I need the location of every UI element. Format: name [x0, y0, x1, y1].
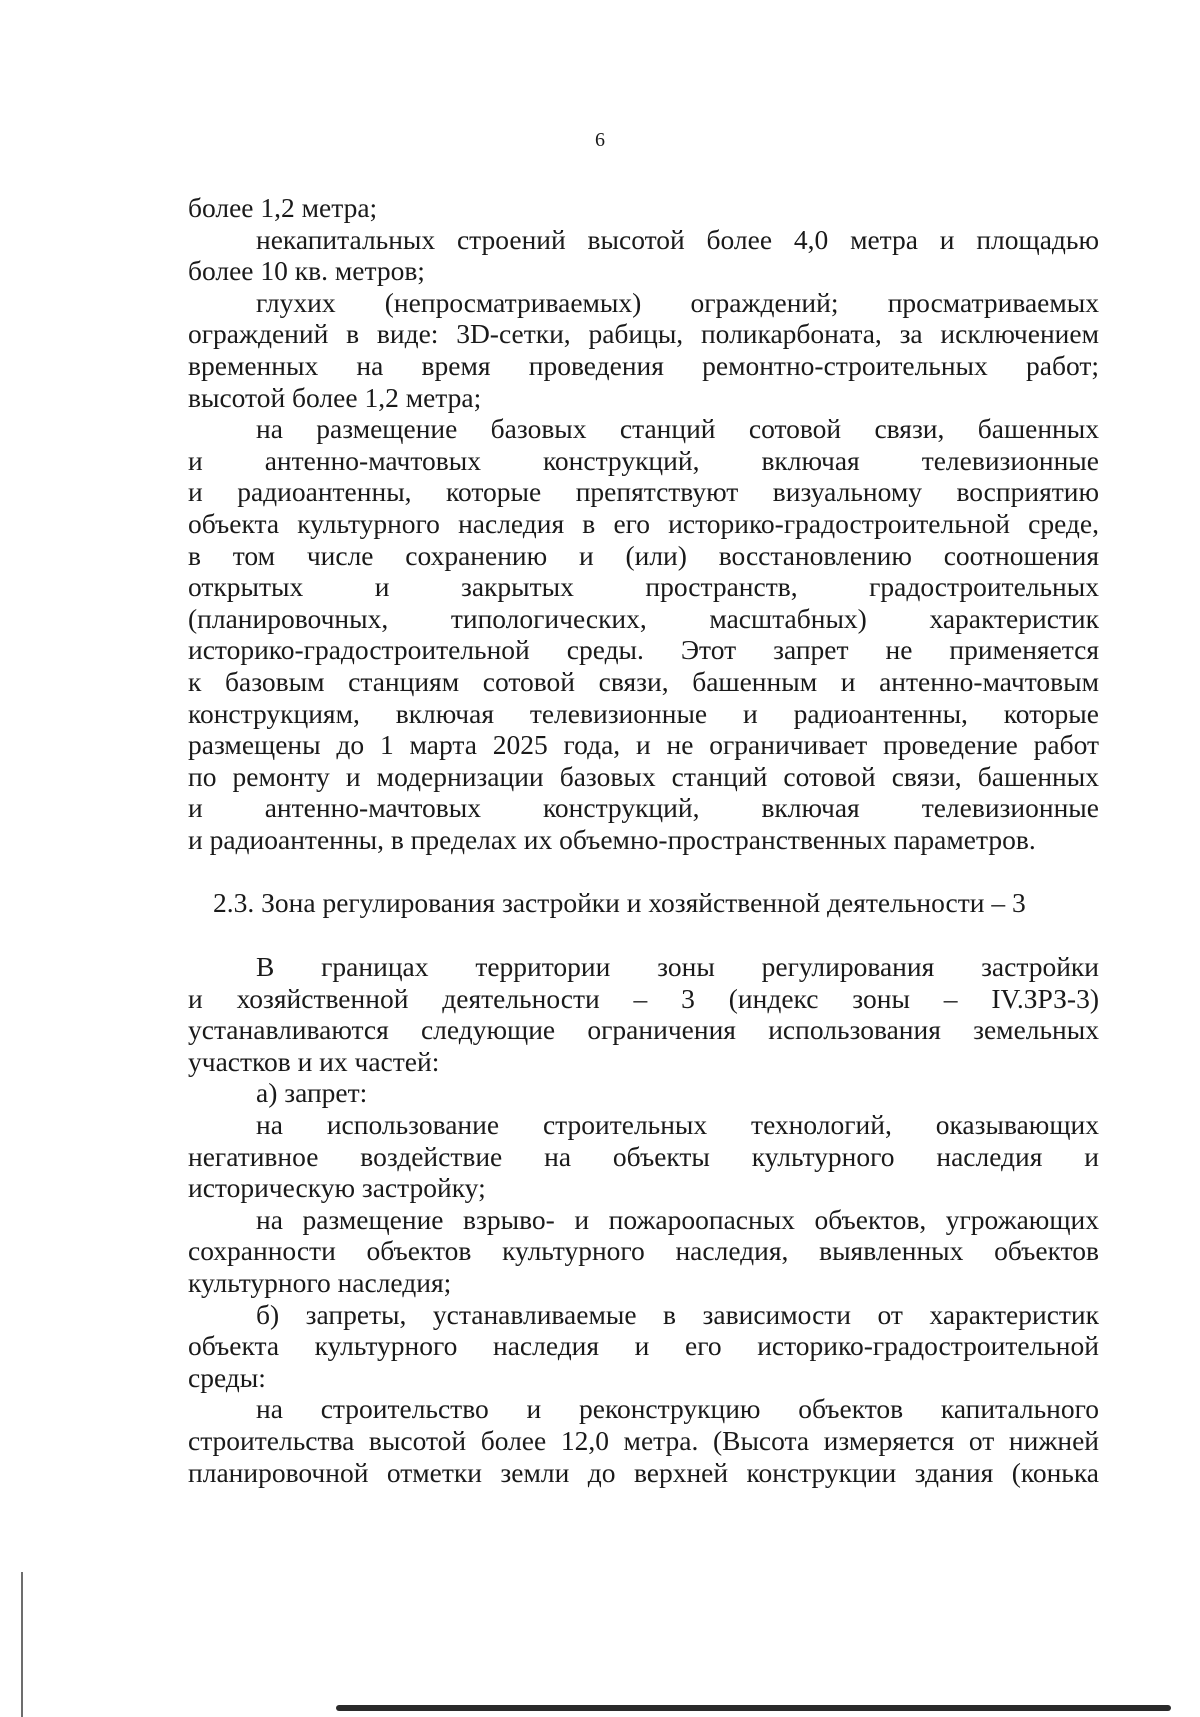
page-number: 6 — [595, 129, 605, 151]
text-line: глухих (непросматриваемых) ограждений; просматриваемых — [256, 286, 1099, 318]
paragraph-gap — [188, 919, 1099, 951]
scan-margin-line — [21, 1572, 23, 1717]
text-line: открытых и закрытых пространств, градостроительных — [188, 571, 1099, 603]
text-line: по ремонту и модернизации базовых станций сотовой связи, башенных — [188, 760, 1099, 792]
text-line: среды: — [188, 1361, 266, 1393]
text-line: на размещение базовых станций сотовой связи, башенных — [256, 413, 1099, 445]
text-line: (планировочных, типологических, масштабных) характеристик — [188, 602, 1099, 634]
text-line: временных на время проведения ремонтно-строительных работ; — [188, 349, 1099, 381]
text-line: и радиоантенны, которые препятствуют визуальному восприятию — [188, 476, 1099, 508]
text-line: участков и их частей: — [188, 1045, 440, 1077]
text-line: сохранности объектов культурного наследия, выявленных объектов — [188, 1235, 1099, 1267]
text-line: более 1,2 метра; — [188, 192, 378, 223]
text-line: В границах территории зоны регулирования застройки — [256, 951, 1099, 983]
text-line: планировочной отметки земли до верхней конструкции здания (конька — [188, 1456, 1099, 1488]
text-line: историческую застройку; — [188, 1172, 486, 1204]
text-line: культурного наследия; — [188, 1267, 452, 1298]
paragraph-gap — [188, 855, 1099, 887]
text-line: и антенно-мачтовых конструкций, включая телевизионные — [188, 792, 1099, 824]
text-line: на использование строительных технологий, оказывающих — [256, 1109, 1099, 1141]
text-line: высотой более 1,2 метра; — [188, 381, 482, 413]
text-line: к базовым станциям сотовой связи, башенным и антенно-мачтовым — [188, 665, 1099, 697]
text-line: конструкциям, включая телевизионные и радиоантенны, которые — [188, 697, 1099, 729]
text-line: ограждений в виде: 3D-сетки, рабицы, поликарбоната, за исключением — [188, 318, 1099, 350]
scan-bottom-rule — [336, 1705, 1171, 1711]
text-line: некапитальных строений высотой более 4,0 метра и площадью — [256, 223, 1099, 255]
text-line: негативное воздействие на объекты культурного наследия и — [188, 1140, 1099, 1172]
text-line: в том числе сохранению и (или) восстановлению соотношения — [188, 539, 1099, 571]
text-line: и хозяйственной деятельности – 3 (индекс зоны – IV.ЗРЗ-3) — [188, 982, 1099, 1014]
text-line: более 10 кв. метров; — [188, 255, 425, 287]
text-line: размещены до 1 марта 2025 года, и не ограничивает проведение работ — [188, 729, 1099, 761]
text-line: на размещение взрыво- и пожароопасных объектов, угрожающих — [256, 1203, 1099, 1235]
text-line: устанавливаются следующие ограничения использования земельных — [188, 1014, 1099, 1046]
section-heading: 2.3. Зона регулирования застройки и хозяйственной деятельности – 3 — [213, 887, 1026, 919]
text-line: на строительство и реконструкцию объектов капитального — [256, 1393, 1099, 1425]
text-line: и антенно-мачтовых конструкций, включая телевизионные — [188, 444, 1099, 476]
text-line: объекта культурного наследия и его историко-градостроительной — [188, 1330, 1099, 1362]
text-line: а) запрет: — [256, 1077, 368, 1109]
text-line: историко-градостроительной среды. Этот запрет не применяется — [188, 634, 1099, 666]
text-line: б) запреты, устанавливаемые в зависимости от характеристик — [256, 1298, 1099, 1330]
text-line: и радиоантенны, в пределах их объемно-пространственных параметров. — [188, 823, 1036, 855]
text-line: объекта культурного наследия в его историко-градостроительной среде, — [188, 507, 1099, 539]
document-body — [188, 192, 1099, 1488]
text-line: строительства высотой более 12,0 метра. (Высота измеряется от нижней — [188, 1424, 1099, 1456]
